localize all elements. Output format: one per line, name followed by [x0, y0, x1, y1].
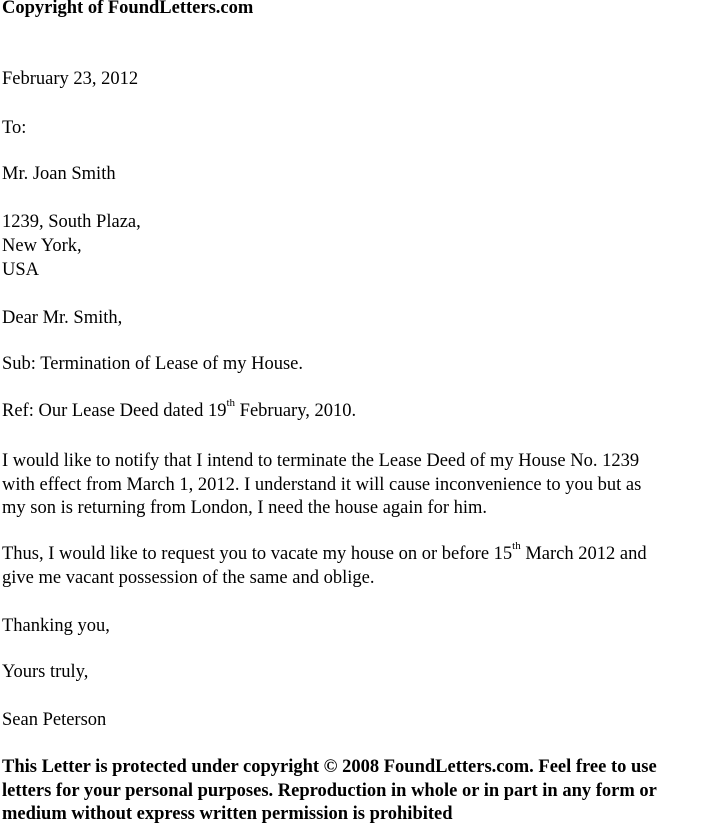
paragraph1-line-1: I would like to notify that I intend to terminate the Lease Deed of my House No. 1239 — [2, 451, 640, 471]
copyright-header: Copyright of FoundLetters.com — [2, 0, 254, 18]
subject-line: Sub: Termination of Lease of my House. — [2, 354, 303, 374]
recipient-name: Mr. Joan Smith — [2, 164, 116, 184]
thanks-line: Thanking you, — [2, 616, 110, 636]
paragraph1-line-3: my son is returning from London, I need the house again for him. — [2, 498, 488, 518]
address-line-2: New York, — [2, 236, 82, 256]
paragraph2-prefix: Thus, I would like to request you to vacate my house on or before 15 — [2, 544, 513, 564]
reference-line — [2, 396, 357, 423]
footer-line-2: letters for your personal purposes. Reproduction in whole or in part in any form or — [2, 780, 657, 801]
footer-line-3: medium without express written permission is prohibited — [2, 804, 453, 824]
closing-line: Yours truly, — [2, 662, 89, 682]
signature-name: Sean Peterson — [2, 710, 107, 730]
salutation: Dear Mr. Smith, — [2, 308, 123, 328]
copyright-footer — [2, 756, 728, 827]
reference-ordinal: th — [226, 396, 236, 409]
footer-line-1: This Letter is protected under copyright © 2008 FoundLetters.com. Feel free to use — [2, 757, 657, 777]
reference-suffix: February, 2010. — [235, 401, 357, 421]
address-line-1: 1239, South Plaza, — [2, 212, 141, 232]
reference-prefix: Ref: Our Lease Deed dated 19 — [2, 401, 227, 421]
paragraph2-line-1 — [2, 539, 647, 566]
paragraph2-suffix: March 2012 and — [520, 544, 647, 564]
paragraph2-line-2: give me vacant possession of the same and oblige. — [2, 568, 375, 588]
paragraph1-line-2: with effect from March 1, 2012. I understand it will cause inconvenience to you but as — [2, 475, 642, 495]
paragraph2-ordinal: th — [512, 539, 521, 552]
to-label: To: — [2, 118, 27, 138]
address-line-3: USA — [2, 260, 40, 280]
letter-date: February 23, 2012 — [2, 69, 139, 89]
